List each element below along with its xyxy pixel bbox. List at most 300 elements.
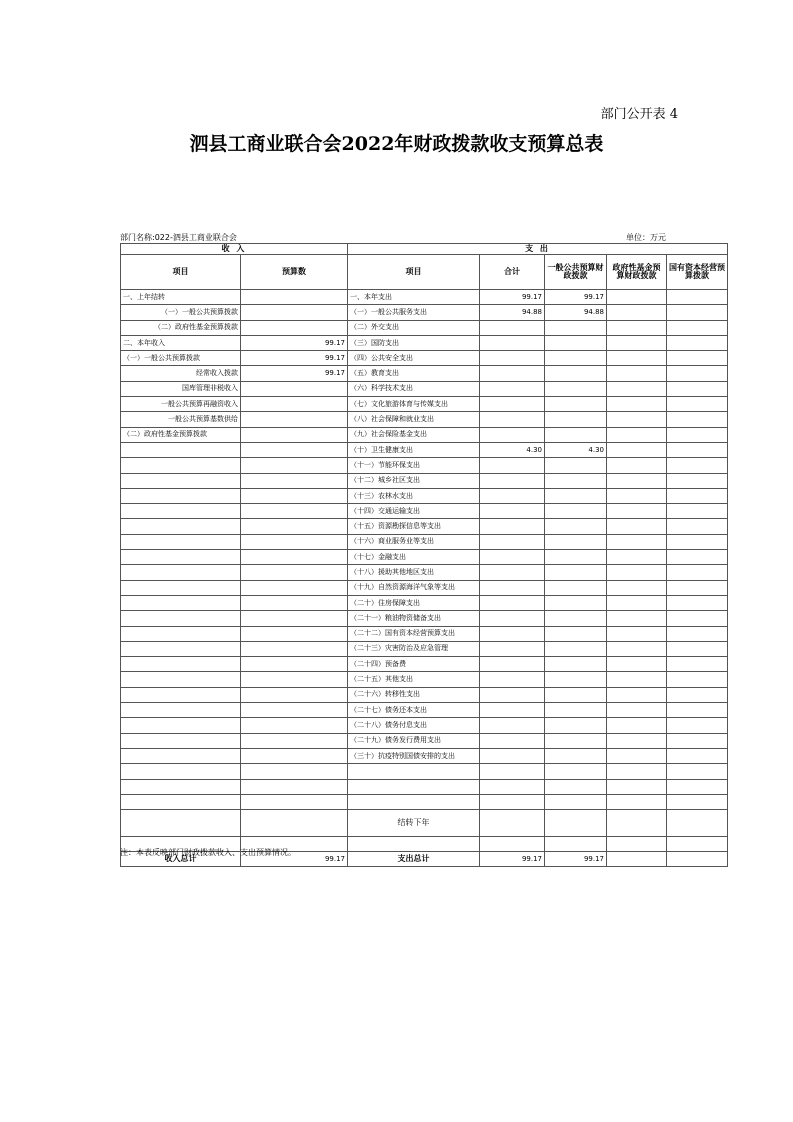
income-item-cell [121, 703, 241, 718]
income-item-cell [121, 672, 241, 687]
income-item-cell [121, 687, 241, 702]
table-row [121, 427, 728, 442]
empty-cell [348, 837, 480, 852]
table-row [121, 626, 728, 641]
table-row [121, 718, 728, 733]
state-cell [667, 580, 728, 595]
total-cell [480, 335, 545, 350]
table-row [121, 458, 728, 473]
fund-cell [607, 442, 667, 457]
income-item-cell [121, 733, 241, 748]
expense-item-cell: （二十四）预备费 [348, 657, 480, 672]
income-value-cell [241, 519, 348, 534]
income-value-cell [241, 580, 348, 595]
general-total-value: 99.17 [545, 852, 607, 867]
budget-table [120, 243, 728, 867]
table-row [121, 641, 728, 656]
total-cell: 99.17 [480, 290, 545, 305]
fund-cell [607, 305, 667, 320]
expense-item-cell: （四）公共安全支出 [348, 351, 480, 366]
expense-item-cell: （十）卫生健康支出 [348, 442, 480, 457]
table-row [121, 397, 728, 412]
general-cell [545, 611, 607, 626]
col-fund: 政府性基金预算财政拨款 [607, 255, 667, 290]
general-cell [545, 320, 607, 335]
col-income-item: 项目 [121, 255, 241, 290]
general-cell [545, 672, 607, 687]
fund-cell [607, 657, 667, 672]
total-cell [480, 748, 545, 763]
total-cell [480, 595, 545, 610]
fund-cell [607, 534, 667, 549]
empty-cell [545, 810, 607, 837]
general-cell [545, 534, 607, 549]
income-total-value: 99.17 [241, 852, 348, 867]
state-cell [667, 442, 728, 457]
income-value-cell: 99.17 [241, 366, 348, 381]
state-cell [667, 488, 728, 503]
state-cell [667, 504, 728, 519]
table-row [121, 580, 728, 595]
income-value-cell [241, 733, 348, 748]
total-cell [480, 366, 545, 381]
table-row [121, 290, 728, 305]
income-value-cell [241, 779, 348, 794]
income-item-cell: 经常收入拨款 [121, 366, 241, 381]
general-cell [545, 703, 607, 718]
income-value-cell [241, 290, 348, 305]
fund-cell [607, 565, 667, 580]
income-value-cell [241, 397, 348, 412]
fund-cell [607, 458, 667, 473]
expense-item-cell: 一、本年支出 [348, 290, 480, 305]
general-cell [545, 595, 607, 610]
total-cell [480, 794, 545, 809]
income-item-cell: 一般公共预算再融资收入 [121, 397, 241, 412]
income-item-cell [121, 764, 241, 779]
table-row [121, 764, 728, 779]
income-value-cell [241, 657, 348, 672]
general-cell [545, 427, 607, 442]
total-cell [480, 381, 545, 396]
state-cell [667, 351, 728, 366]
income-value-cell [241, 381, 348, 396]
total-cell [480, 611, 545, 626]
fund-cell [607, 290, 667, 305]
empty-cell [480, 810, 545, 837]
state-total-value [667, 852, 728, 867]
table-row [121, 305, 728, 320]
state-cell [667, 397, 728, 412]
income-item-cell: 二、本年收入 [121, 335, 241, 350]
empty-cell [545, 837, 607, 852]
expense-item-cell: （十一）节能环保支出 [348, 458, 480, 473]
fund-cell [607, 641, 667, 656]
state-cell [667, 687, 728, 702]
expense-item-cell: （二十）住房保障支出 [348, 595, 480, 610]
income-value-cell [241, 687, 348, 702]
state-cell [667, 672, 728, 687]
fund-cell [607, 764, 667, 779]
state-cell [667, 748, 728, 763]
state-cell [667, 565, 728, 580]
income-value-cell [241, 442, 348, 457]
income-value-cell [241, 672, 348, 687]
income-item-cell [121, 458, 241, 473]
general-cell [545, 764, 607, 779]
general-cell [545, 565, 607, 580]
empty-cell [667, 837, 728, 852]
table-row [121, 733, 728, 748]
state-cell [667, 595, 728, 610]
general-cell [545, 504, 607, 519]
total-cell: 94.88 [480, 305, 545, 320]
income-value-cell [241, 458, 348, 473]
fund-cell [607, 672, 667, 687]
header-row-1 [121, 244, 728, 255]
table-row [121, 657, 728, 672]
total-cell [480, 580, 545, 595]
income-item-cell [121, 442, 241, 457]
general-cell: 99.17 [545, 290, 607, 305]
state-cell [667, 412, 728, 427]
income-item-cell: 国库管理非税收入 [121, 381, 241, 396]
general-cell [545, 381, 607, 396]
general-cell [545, 351, 607, 366]
state-cell [667, 519, 728, 534]
expense-item-cell: （二十五）其他支出 [348, 672, 480, 687]
income-item-cell [121, 657, 241, 672]
table-row [121, 473, 728, 488]
table-row [121, 412, 728, 427]
income-value-cell [241, 764, 348, 779]
empty-cell [607, 810, 667, 837]
table-row [121, 366, 728, 381]
income-value-cell [241, 320, 348, 335]
total-cell [480, 703, 545, 718]
income-item-cell [121, 580, 241, 595]
income-value-cell [241, 794, 348, 809]
fund-cell [607, 748, 667, 763]
expense-item-cell: （九）社会保险基金支出 [348, 427, 480, 442]
income-value-cell [241, 550, 348, 565]
general-cell [545, 626, 607, 641]
expense-item-cell: （三十）抗疫特别国债安排的支出 [348, 748, 480, 763]
income-item-cell [121, 534, 241, 549]
income-value-cell [241, 641, 348, 656]
general-cell [545, 335, 607, 350]
fund-cell [607, 611, 667, 626]
income-item-cell: （二）政府性基金预算拨款 [121, 320, 241, 335]
col-state: 国有资本经营预算拨款 [667, 255, 728, 290]
state-cell [667, 534, 728, 549]
general-cell [545, 366, 607, 381]
income-value-cell [241, 703, 348, 718]
general-cell [545, 733, 607, 748]
income-item-cell [121, 504, 241, 519]
fund-cell [607, 351, 667, 366]
total-cell [480, 641, 545, 656]
table-row [121, 779, 728, 794]
income-item-cell [121, 626, 241, 641]
total-cell [480, 488, 545, 503]
expense-item-cell: （二十二）国有资本经营预算支出 [348, 626, 480, 641]
total-cell [480, 473, 545, 488]
doc-tag: 部门公开表 4 [600, 107, 678, 122]
income-value-cell [241, 504, 348, 519]
table-row [121, 519, 728, 534]
total-cell [480, 718, 545, 733]
income-item-cell [121, 718, 241, 733]
col-expense-item: 项目 [348, 255, 480, 290]
income-item-cell [121, 611, 241, 626]
fund-cell [607, 366, 667, 381]
col-total: 合计 [480, 255, 545, 290]
expense-item-cell: （十五）资源勘探信息等支出 [348, 519, 480, 534]
table-row [121, 320, 728, 335]
expense-header: 支 出 [348, 244, 728, 255]
fund-cell [607, 550, 667, 565]
fund-cell [607, 626, 667, 641]
total-cell [480, 504, 545, 519]
total-cell [480, 565, 545, 580]
income-value-cell [241, 626, 348, 641]
footnote: 注：本表反映部门财政拨款收入、支出预算情况。 [120, 848, 296, 857]
state-cell [667, 320, 728, 335]
total-cell [480, 672, 545, 687]
state-cell [667, 335, 728, 350]
fund-cell [607, 687, 667, 702]
income-item-cell [121, 779, 241, 794]
income-item-cell [121, 794, 241, 809]
table-row [121, 565, 728, 580]
table-row [121, 794, 728, 809]
expense-item-cell: （二十八）债务付息支出 [348, 718, 480, 733]
fund-cell [607, 595, 667, 610]
income-item-cell: （一）一般公共预算拨款 [121, 305, 241, 320]
fund-cell [607, 779, 667, 794]
state-cell [667, 764, 728, 779]
general-cell [545, 718, 607, 733]
total-cell [480, 351, 545, 366]
income-value-cell [241, 412, 348, 427]
fund-cell [607, 320, 667, 335]
expense-item-cell: （二十六）转移性支出 [348, 687, 480, 702]
fund-cell [607, 504, 667, 519]
total-cell [480, 412, 545, 427]
general-cell [545, 458, 607, 473]
income-value-cell [241, 427, 348, 442]
general-cell [545, 488, 607, 503]
table-row [121, 534, 728, 549]
income-value-cell [241, 611, 348, 626]
empty-cell [480, 837, 545, 852]
income-value-cell [241, 565, 348, 580]
fund-cell [607, 794, 667, 809]
income-value-cell [241, 718, 348, 733]
income-item-cell [121, 748, 241, 763]
income-item-cell: （一）一般公共预算拨款 [121, 351, 241, 366]
general-cell [545, 748, 607, 763]
total-cell [480, 320, 545, 335]
expense-item-cell: （二）外交支出 [348, 320, 480, 335]
general-cell [545, 397, 607, 412]
expense-item-cell [348, 764, 480, 779]
income-value-cell [241, 595, 348, 610]
fund-cell [607, 335, 667, 350]
income-item-cell [121, 488, 241, 503]
income-value-cell [241, 473, 348, 488]
state-cell [667, 381, 728, 396]
fund-cell [607, 733, 667, 748]
state-cell [667, 641, 728, 656]
total-cell: 4.30 [480, 442, 545, 457]
table-row [121, 703, 728, 718]
general-cell [545, 687, 607, 702]
total-cell [480, 687, 545, 702]
total-cell [480, 733, 545, 748]
table-row [121, 611, 728, 626]
total-cell [480, 657, 545, 672]
income-item-cell [121, 473, 241, 488]
expense-item-cell: （十三）农林水支出 [348, 488, 480, 503]
empty-cell [667, 810, 728, 837]
department-name: 部门名称:022-泗县工商业联合会 [120, 233, 237, 242]
general-cell: 94.88 [545, 305, 607, 320]
general-cell [545, 580, 607, 595]
fund-cell [607, 718, 667, 733]
expense-item-cell: （六）科学技术支出 [348, 381, 480, 396]
empty-cell [121, 810, 241, 837]
table-row [121, 687, 728, 702]
fund-cell [607, 519, 667, 534]
table-row [121, 672, 728, 687]
expense-item-cell: （十六）商业服务业等支出 [348, 534, 480, 549]
carry-row [121, 810, 728, 837]
income-item-cell: 一、上年结转 [121, 290, 241, 305]
income-value-cell: 99.17 [241, 351, 348, 366]
expense-item-cell: （二十七）债务还本支出 [348, 703, 480, 718]
state-cell [667, 290, 728, 305]
fund-cell [607, 412, 667, 427]
general-cell [545, 412, 607, 427]
expense-item-cell: （二十九）债务发行费用支出 [348, 733, 480, 748]
fund-cell [607, 703, 667, 718]
unit-label: 单位：万元 [626, 233, 666, 242]
empty-cell [241, 810, 348, 837]
state-cell [667, 657, 728, 672]
fund-total-value [607, 852, 667, 867]
income-value-cell [241, 305, 348, 320]
state-cell [667, 718, 728, 733]
table-row [121, 504, 728, 519]
table-row [121, 550, 728, 565]
expense-item-cell: （十四）交通运输支出 [348, 504, 480, 519]
expense-item-cell: （一）一般公共服务支出 [348, 305, 480, 320]
income-header: 收 入 [121, 244, 348, 255]
expense-total-label: 支出总计 [348, 852, 480, 867]
income-item-cell: 一般公共预算基数供给 [121, 412, 241, 427]
state-cell [667, 733, 728, 748]
general-cell [545, 657, 607, 672]
general-cell [545, 794, 607, 809]
expense-item-cell: （二十三）灾害防治及应急管理 [348, 641, 480, 656]
expense-item-cell: （十九）自然资源海洋气象等支出 [348, 580, 480, 595]
state-cell [667, 427, 728, 442]
table-row [121, 351, 728, 366]
table-row [121, 442, 728, 457]
total-cell [480, 779, 545, 794]
total-cell [480, 397, 545, 412]
total-cell [480, 427, 545, 442]
expense-item-cell: （二十一）粮油物资储备支出 [348, 611, 480, 626]
expense-item-cell: （十八）援助其他地区支出 [348, 565, 480, 580]
income-total-label: 收入总计 [121, 852, 241, 867]
state-cell [667, 626, 728, 641]
state-cell [667, 473, 728, 488]
expense-item-cell: （十二）城乡社区支出 [348, 473, 480, 488]
income-item-cell [121, 519, 241, 534]
expense-item-cell: （七）文化旅游体育与传媒支出 [348, 397, 480, 412]
total-cell [480, 550, 545, 565]
expense-item-cell: （五）教育支出 [348, 366, 480, 381]
income-value-cell: 99.17 [241, 335, 348, 350]
total-cell [480, 519, 545, 534]
income-item-cell [121, 550, 241, 565]
state-cell [667, 550, 728, 565]
table-row [121, 748, 728, 763]
col-general: 一般公共预算财政拨款 [545, 255, 607, 290]
general-cell [545, 473, 607, 488]
income-item-cell [121, 595, 241, 610]
table-row [121, 488, 728, 503]
expense-total-value: 99.17 [480, 852, 545, 867]
total-cell [480, 534, 545, 549]
expense-item-cell [348, 794, 480, 809]
state-cell [667, 703, 728, 718]
state-cell [667, 366, 728, 381]
table-row [121, 381, 728, 396]
fund-cell [607, 397, 667, 412]
income-value-cell [241, 488, 348, 503]
income-item-cell [121, 565, 241, 580]
total-cell [480, 626, 545, 641]
expense-item-cell: （三）国防支出 [348, 335, 480, 350]
state-cell [667, 611, 728, 626]
expense-item-cell [348, 779, 480, 794]
empty-cell [607, 837, 667, 852]
expense-item-cell: （八）社会保障和就业支出 [348, 412, 480, 427]
page-title: 泗县工商业联合会2022年财政拨款收支预算总表 [189, 133, 604, 155]
expense-item-cell: （十七）金融支出 [348, 550, 480, 565]
general-cell [545, 550, 607, 565]
fund-cell [607, 488, 667, 503]
col-income-budget: 预算数 [241, 255, 348, 290]
header-row-2 [121, 255, 728, 290]
state-cell [667, 305, 728, 320]
fund-cell [607, 473, 667, 488]
state-cell [667, 779, 728, 794]
fund-cell [607, 427, 667, 442]
total-cell [480, 764, 545, 779]
income-value-cell [241, 748, 348, 763]
general-cell [545, 641, 607, 656]
income-item-cell [121, 641, 241, 656]
table-row [121, 335, 728, 350]
fund-cell [607, 381, 667, 396]
carry-label: 结转下年 [348, 810, 480, 837]
state-cell [667, 794, 728, 809]
